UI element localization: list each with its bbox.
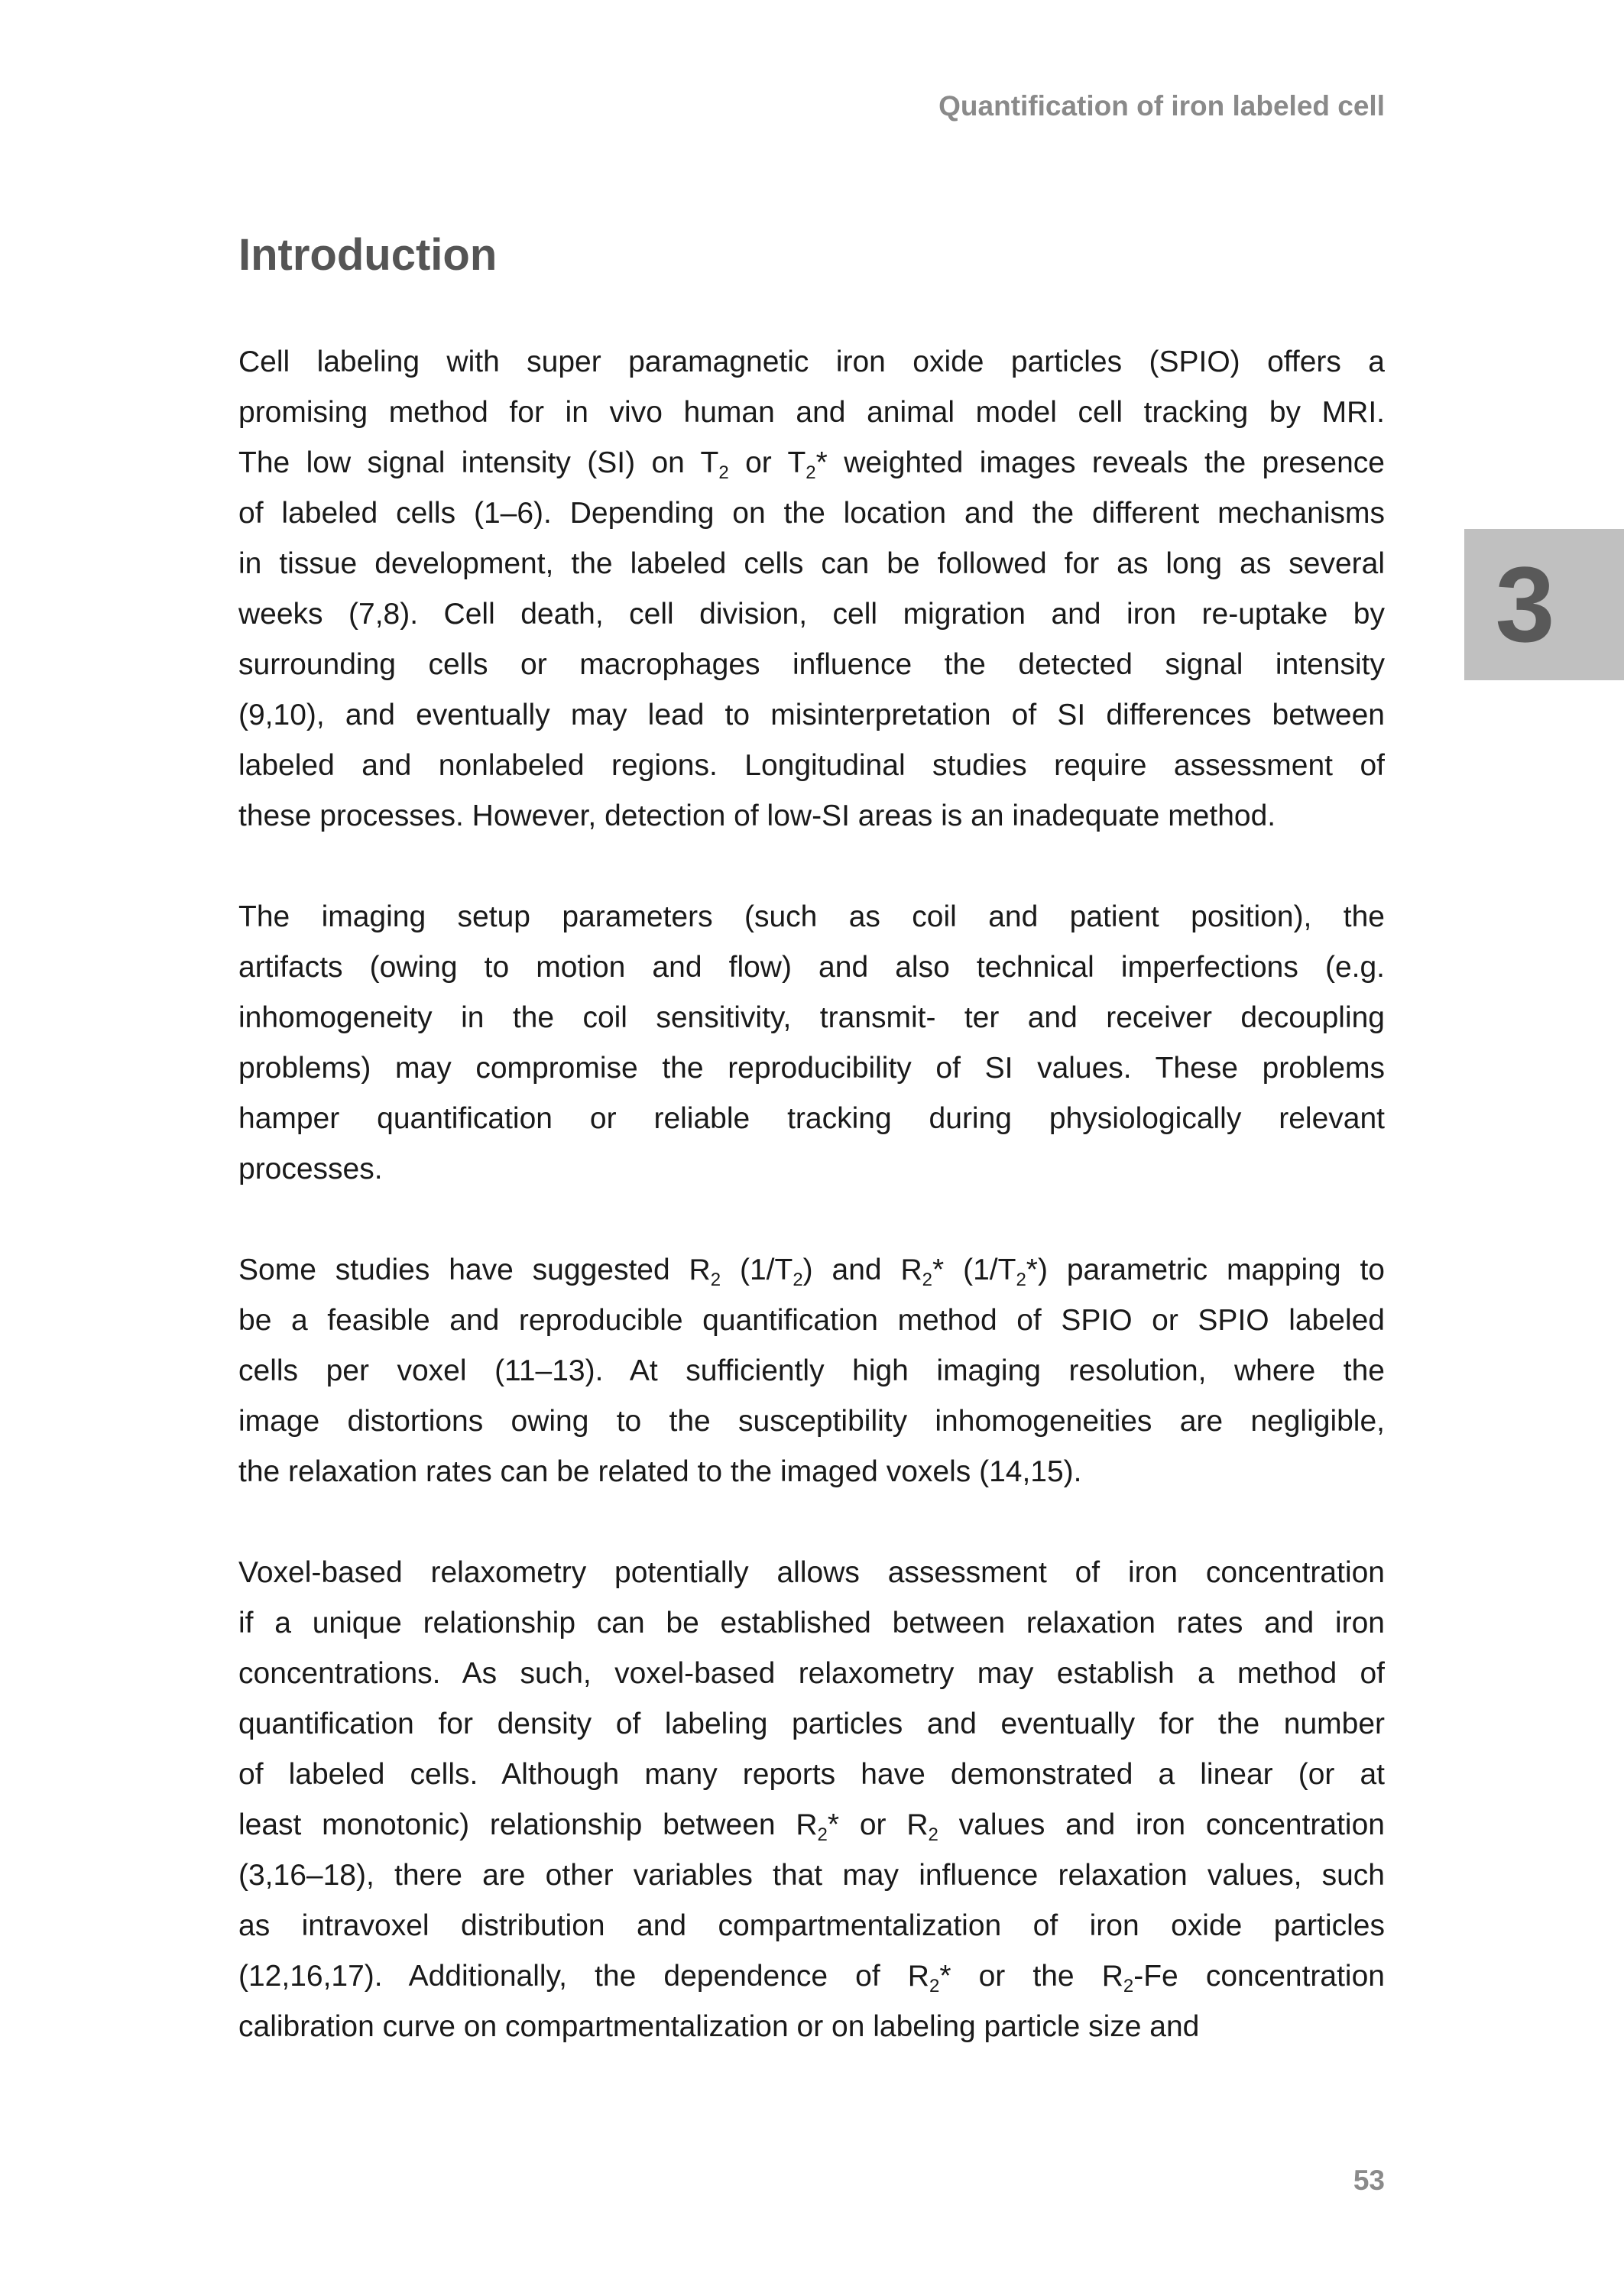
subscript: 2 xyxy=(710,1270,721,1290)
paragraph-line: promising method for in vivo human and animal model cell tracking by MRI. xyxy=(238,396,1385,429)
paragraph-line: (12,16,17). Additionally, the dependence of $R_2*$ or the $R_2-Fe$ concentration xyxy=(238,1960,1385,1996)
subscript: 2 xyxy=(806,462,816,483)
paragraph-line: of labeled cells (1–6). Depending on the location and the different mechanisms xyxy=(238,497,1385,530)
subscript: 2 xyxy=(929,1976,940,1996)
paragraph-line: be a feasible and reproducible quantification method of SPIO or SPIO labeled xyxy=(238,1304,1385,1337)
paragraph-line: Some studies have suggested $R_2$ $(1/T_2)$ and $R_2*$ $(1/T_2*)$ parametric mapping to xyxy=(238,1254,1385,1290)
paragraph-line: if a unique relationship can be established between relaxation rates and iron xyxy=(238,1607,1385,1639)
paragraph-line: as intravoxel distribution and compartmentalization of iron oxide particles xyxy=(238,1909,1385,1942)
paragraph-line: surrounding cells or macrophages influence the detected signal intensity xyxy=(238,648,1385,681)
paragraph-line: (3,16–18), there are other variables that may influence relaxation values, such xyxy=(238,1859,1385,1892)
paragraph-line: of labeled cells. Although many reports have demonstrated a linear (or at xyxy=(238,1758,1385,1791)
paragraph-gap xyxy=(238,1195,1385,1245)
paragraph-line: cells per voxel (11–13). At sufficiently high imaging resolution, where the xyxy=(238,1354,1385,1387)
subscript: 2 xyxy=(793,1270,803,1290)
paragraph-gap xyxy=(238,842,1385,892)
subscript: 2 xyxy=(928,1824,938,1845)
body-text xyxy=(238,337,1385,2052)
paragraph-line: image distortions owing to the susceptibility inhomogeneities are negligible, xyxy=(238,1405,1385,1438)
paragraph-line: concentrations. As such, voxel-based relaxometry may establish a method of xyxy=(238,1657,1385,1690)
paragraph-line: weeks (7,8). Cell death, cell division, cell migration and iron re-uptake by xyxy=(238,598,1385,631)
subscript: 2 xyxy=(1016,1270,1026,1290)
paragraph-line: these processes. However, detection of low-SI areas is an inadequate method. xyxy=(238,799,1276,832)
section-title: Introduction xyxy=(238,230,498,280)
subscript: 2 xyxy=(817,1824,828,1845)
chapter-tab xyxy=(1464,529,1624,680)
running-head: Quantification of iron labeled cell xyxy=(938,90,1385,122)
paragraph-line: quantification for density of labeling particles and eventually for the number xyxy=(238,1708,1385,1740)
page-number: 53 xyxy=(1353,2165,1385,2196)
paragraph-line: The low signal intensity (SI) on $T_2$ or $T_2*$ weighted images reveals the presence xyxy=(238,446,1385,483)
paragraph-line: Cell labeling with super paramagnetic iron oxide particles (SPIO) offers a xyxy=(238,345,1385,378)
paragraph-line: Voxel-based relaxometry potentially allows assessment of iron concentration xyxy=(238,1556,1385,1589)
paragraph-line: calibration curve on compartmentalization or on labeling particle size and xyxy=(238,2010,1200,2043)
paragraph-line: problems) may compromise the reproducibility of SI values. These problems xyxy=(238,1052,1385,1085)
chapter-number: 3 xyxy=(1495,544,1555,664)
paragraph-line: (9,10), and eventually may lead to misinterpretation of SI differences between xyxy=(238,699,1385,731)
paragraph-line: in tissue development, the labeled cells can be followed for as long as several xyxy=(238,547,1385,580)
paragraph-line: artifacts (owing to motion and flow) and also technical imperfections (e.g. xyxy=(238,951,1385,984)
paragraph-line: inhomogeneity in the coil sensitivity, transmit- ter and receiver decoupling xyxy=(238,1001,1385,1034)
paragraph-gap xyxy=(238,1497,1385,1548)
subscript: 2 xyxy=(922,1270,933,1290)
subscript: 2 xyxy=(1123,1976,1134,1996)
paragraph-line: labeled and nonlabeled regions. Longitudinal studies require assessment of xyxy=(238,749,1385,782)
paragraph-line: least monotonic) relationship between $R_2*$ or $R_2$ values and iron concentration xyxy=(238,1808,1385,1845)
paragraph-line: The imaging setup parameters (such as coil and patient position), the xyxy=(238,900,1385,933)
subscript: 2 xyxy=(718,462,729,483)
paragraph-line: processes. xyxy=(238,1153,383,1185)
paragraph-line: hamper quantification or reliable tracking during physiologically relevant xyxy=(238,1102,1385,1135)
paragraph-line: the relaxation rates can be related to the imaged voxels (14,15). xyxy=(238,1455,1082,1488)
